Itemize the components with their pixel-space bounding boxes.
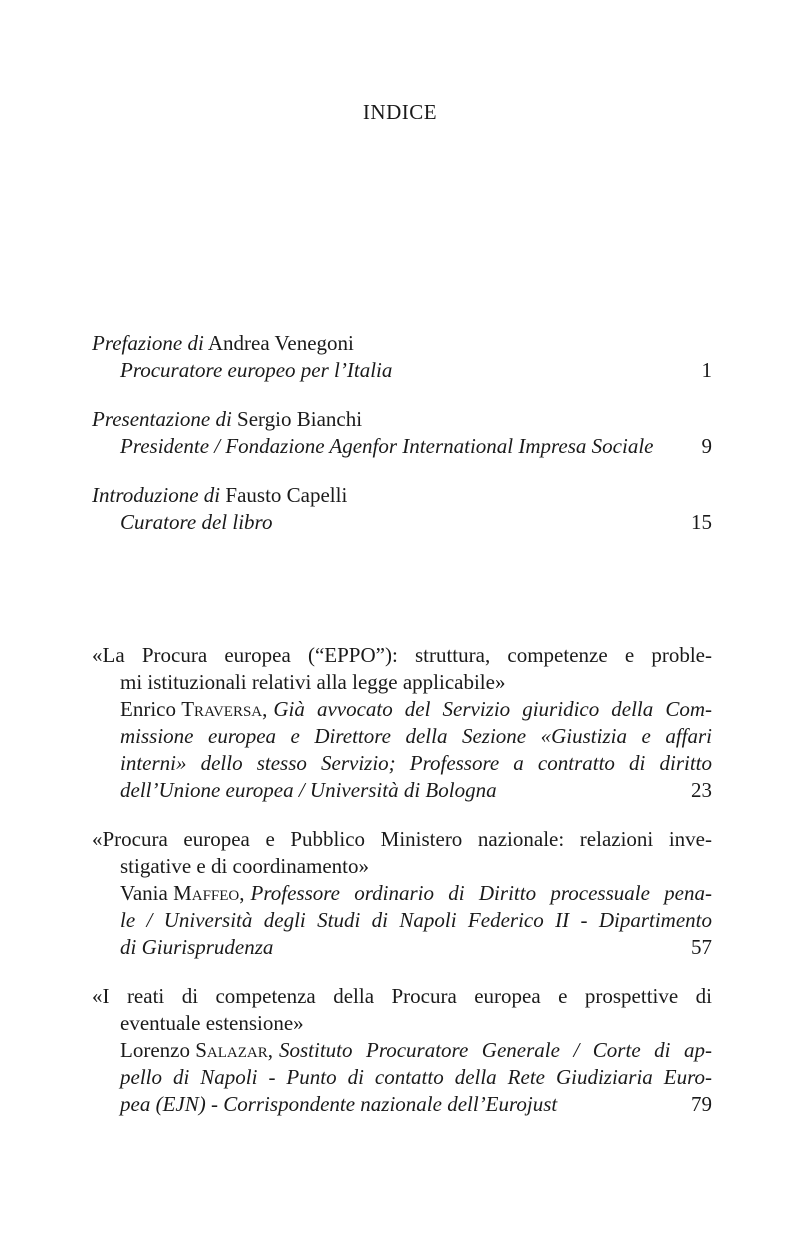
author-first-name: Vania xyxy=(120,881,168,905)
entry-author: Andrea Venegoni xyxy=(207,331,354,355)
toc-entry-presentazione xyxy=(92,406,712,460)
affiliation-line: dell’Unione europea / Università di Bologna xyxy=(120,778,497,802)
page-number: 9 xyxy=(701,434,712,458)
affiliation-line: Sostituto Procuratore Generale / Corte di ap- xyxy=(278,1038,712,1062)
entry-label: Prefazione di xyxy=(92,331,204,355)
page-number: 15 xyxy=(691,510,712,534)
affiliation-line: Già avvocato del Servizio giuridico della Com- xyxy=(273,697,712,721)
page-number: 1 xyxy=(701,358,712,382)
entry-role: Procuratore europeo per l’Italia xyxy=(120,358,393,382)
page-number: 23 xyxy=(691,778,712,802)
front-matter-list xyxy=(92,330,712,536)
chapter-title-line: mi istituzionali relativi alla legge applicabile» xyxy=(120,670,506,694)
author-last-name: Traversa xyxy=(181,697,263,721)
page-number: 57 xyxy=(691,935,712,959)
affiliation-line: di Giurisprudenza xyxy=(120,935,274,959)
affiliation-line: pea (EJN) - Corrispondente nazionale dell’Eurojust xyxy=(120,1092,558,1116)
entry-role: Curatore del libro xyxy=(120,510,273,534)
chapter-title-line: eventuale estensione» xyxy=(120,1011,304,1035)
page-number: 79 xyxy=(691,1092,712,1116)
entry-label: Presentazione di xyxy=(92,407,232,431)
entry-label: Introduzione di xyxy=(92,483,221,507)
author-last-name: Salazar xyxy=(195,1038,268,1062)
chapter-title-line: «Procura europea e Pubblico Ministero nazionale: relazioni inve- xyxy=(92,827,712,851)
affiliation-line: missione europea e Direttore della Sezione «Giustizia e affari xyxy=(120,724,712,748)
author-first-name: Lorenzo xyxy=(120,1038,190,1062)
chapter-title-line: stigative e di coordinamento» xyxy=(120,854,370,878)
toc-chapter-2: «Procura europea e Pubblico Ministero nazionale: relazioni inve- stigative e di coordinamento» Vania Maffeo, Professore ordinario di Diritto processuale pena- le / Università degli Studi di Napoli Federico II - Dipartimento di Giurisprudenza 57 xyxy=(92,827,712,959)
toc-chapter-1: «La Procura europea (“EPPO”): struttura, competenze e proble- mi istituzionali relativi alla legge applicabile» Enrico Traversa, Già avvocato del Servizio giuridico della Com- missione europea e Direttore della Sezione «Giustizia e affari interni» dello stesso Servizio; Professore a contratto di diritto dell’Unione europea / Università di Bologna 23 xyxy=(92,643,712,802)
toc-entry-prefazione xyxy=(92,330,712,384)
entry-author: Sergio Bianchi xyxy=(237,407,363,431)
entry-role: Presidente / Fondazione Agenfor International Impresa Sociale xyxy=(120,434,654,458)
author-last-name: Maffeo xyxy=(173,881,240,905)
chapter-title-line: «I reati di competenza della Procura europea e prospettive di xyxy=(92,984,712,1008)
affiliation-line: Professore ordinario di Diritto processuale pena- xyxy=(250,881,712,905)
chapter-title-line: «La Procura europea (“EPPO”): struttura, competenze e proble- xyxy=(92,643,712,667)
chapter-list xyxy=(92,642,712,1118)
author-first-name: Enrico xyxy=(120,697,176,721)
toc-chapter-3: «I reati di competenza della Procura europea e prospettive di eventuale estensione» Lorenzo Salazar, Sostituto Procuratore Generale / Corte di ap- pello di Napoli - Punto di contatto della Rete Giudiziaria Euro- pea (EJN) - Corrispondente nazionale dell’Eurojust 79 xyxy=(92,984,712,1116)
affiliation-line: le / Università degli Studi di Napoli Federico II - Dipartimento xyxy=(120,908,712,932)
affiliation-line: pello di Napoli - Punto di contatto della Rete Giudiziaria Euro- xyxy=(120,1065,712,1089)
toc-entry-introduzione xyxy=(92,482,712,536)
page-title: INDICE xyxy=(362,100,438,124)
affiliation-line: interni» dello stesso Servizio; Professore a contratto di diritto xyxy=(120,751,712,775)
entry-author: Fausto Capelli xyxy=(225,483,348,507)
